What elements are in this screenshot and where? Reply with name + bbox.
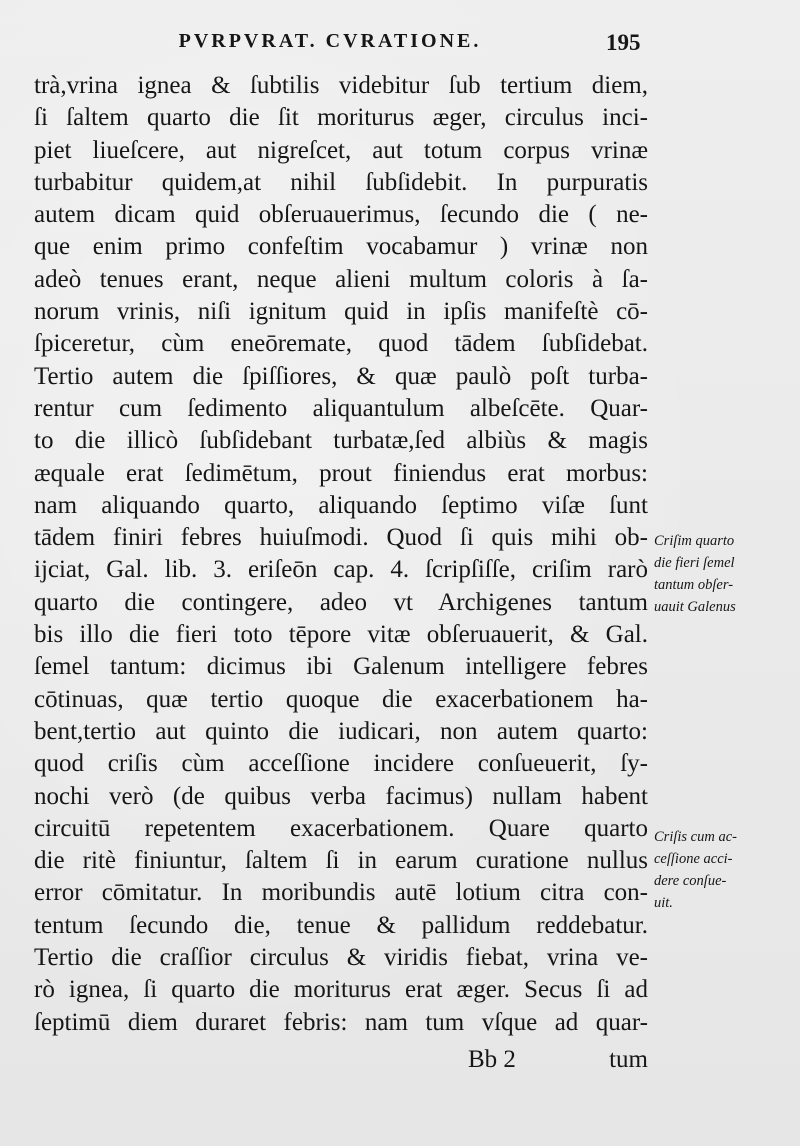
text-line: nam aliquando quarto, aliquando ſeptimo viſæ ſunt [34, 491, 648, 519]
page-number: 195 [606, 30, 641, 55]
text-line: turbabitur quidem,at nihil ſubſidebit. In purpuratis [34, 168, 648, 196]
text-line: quod criſis cùm acceſſione incidere conſueuerit, ſy- [34, 750, 648, 778]
marginal-note-crisis-accessione [654, 826, 796, 914]
text-line: que enim primo confeſtim vocabamur ) vrinæ non [34, 233, 648, 261]
text-line: rentur cum ſedimento aliquantulum albeſcēte. Quar- [34, 394, 648, 422]
marginal-note-line: tantum obſer- [654, 577, 734, 593]
text-line: ſeptimū diem duraret febris: nam tum vſque ad quar- [34, 1008, 648, 1036]
text-line: rò ignea, ſi quarto die moriturus erat æger. Secus ſi ad [34, 976, 648, 1004]
text-line: bent,tertio aut quinto die iudicari, non autem quarto: [34, 717, 648, 745]
text-line: error cōmitatur. In moribundis autē lotium citra con- [34, 879, 648, 907]
text-line: trà,vrina ignea & ſubtilis videbitur ſub tertium diem, [34, 72, 648, 99]
running-title: PVRPVRAT. CVRATIONE. [178, 30, 482, 52]
text-line: quarto die contingere, adeo vt Archigenes tantum [34, 588, 648, 616]
text-line: ſi ſaltem quarto die ſit moriturus æger, circulus inci- [34, 104, 648, 132]
text-line: autem dicam quid obſeruauerimus, ſecundo die ( ne- [34, 201, 648, 229]
text-line: bis illo die fieri toto tēpore vitæ obſeruauerit, & Gal. [34, 621, 648, 649]
text-line: Tertio die craſſior circulus & viridis fiebat, vrina ve- [34, 944, 648, 972]
text-line: to die illicò ſubſidebant turbatæ,ſed albiùs & magis [34, 427, 648, 455]
marginal-note-line: uit. [654, 895, 673, 911]
text-line: nochi verò (de quibus verba facimus) nullam habent [34, 782, 648, 810]
text-line: ijciat, Gal. lib. 3. eriſeōn cap. 4. ſcripſiſſe, criſim rarò [34, 556, 648, 584]
marginal-note-line: uauit Galenus [654, 599, 736, 615]
text-line: adeò tenues erant, neque alieni multum coloris à ſa- [34, 265, 648, 293]
text-line: circuitū repetentem exacerbationem. Quare quarto [34, 814, 648, 842]
marginal-note-crisis-quarto [654, 530, 796, 618]
marginal-note-line: die fieri ſemel [654, 555, 735, 571]
marginal-note-line: ceſſione acci- [654, 851, 733, 867]
marginal-note-line: Criſim quarto [654, 533, 735, 549]
text-line: cōtinuas, quæ tertio quoque die exacerbationem ha- [34, 685, 648, 713]
catchword: tum [609, 1046, 648, 1073]
signature-mark: Bb 2 [468, 1046, 516, 1073]
text-line: piet liueſcere, aut nigreſcet, aut totum corpus vrinæ [34, 136, 648, 164]
text-line: norum vrinis, niſi ignitum quid in ipſis manifeſtè cō- [34, 298, 648, 326]
text-line: Tertio autem die ſpiſſiores, & quæ paulò poſt turba- [34, 362, 648, 390]
marginal-note-line: dere conſue- [654, 873, 727, 889]
page-footer [34, 1046, 648, 1080]
text-line: tādem finiri febres huiuſmodi. Quod ſi quis mihi ob- [34, 524, 648, 552]
main-text-block [34, 70, 648, 1039]
marginal-note-line: Criſis cum ac- [654, 829, 737, 845]
text-line: ſpiceretur, cùm eneōremate, quod tādem ſubſidebat. [34, 330, 648, 358]
text-line: die ritè finiuntur, ſaltem ſi in earum curatione nullus [34, 847, 648, 875]
text-line: tentum ſecundo die, tenue & pallidum reddebatur. [34, 911, 648, 939]
text-line: ſemel tantum: dicimus ibi Galenum intelligere febres [34, 653, 648, 681]
text-line: æquale erat ſedimētum, prout finiendus erat morbus: [34, 459, 648, 487]
